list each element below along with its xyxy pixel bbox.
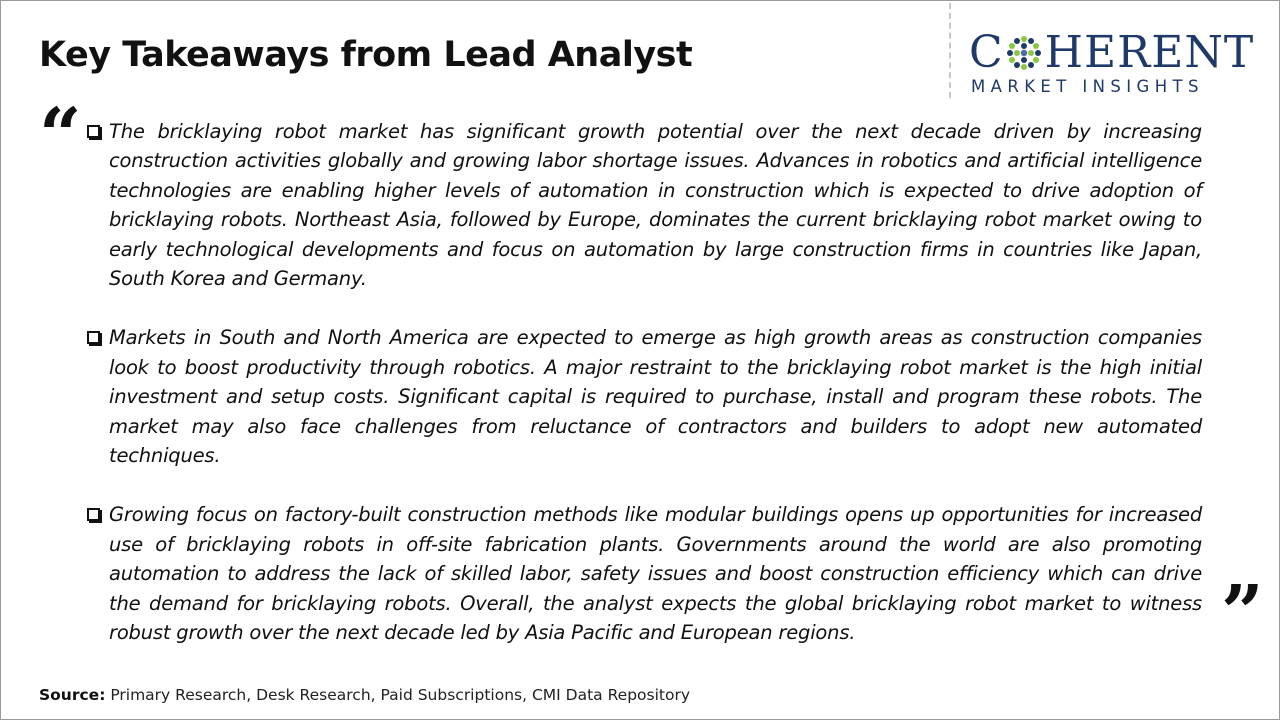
logo-orb-icon [1005, 34, 1043, 72]
takeaway-text: Markets in South and North America are expected to emerge as high growth areas as construction companies look to boost productivity through robotics. A major restraint to the bricklaying robot market is the high initial investment and setup costs. Significant capital is required to purchase, install and program these robots. The market may also face challenges from reluctance of contractors and builders to adopt new automated techniques. [109, 326, 1202, 468]
takeaway-item [85, 500, 1202, 647]
source-note [39, 686, 690, 704]
takeaway-text: Growing focus on factory-built construction methods like modular buildings opens up opportunities for increased use of bricklaying robots in off-site fabrication plants. Governments around the world are also promoting automation to address the lack of skilled labor, safety issues and boost construction efficiency which can drive the demand for bricklaying robots. Overall, the analyst expects the global bricklaying robot market to witness robust growth over the next decade led by Asia Pacific and European regions. [109, 503, 1202, 645]
logo-word-right: HERENT [1044, 27, 1255, 78]
source-text: Primary Research, Desk Research, Paid Subscriptions, CMI Data Repository [105, 686, 691, 704]
takeaway-item [85, 117, 1202, 293]
company-logo [969, 27, 1264, 96]
header-divider [949, 3, 951, 98]
logo-word-left: C [969, 27, 1004, 78]
checkbox-square-icon [87, 508, 100, 521]
logo-wordmark [969, 27, 1264, 78]
takeaway-item [85, 323, 1202, 470]
source-label: Source: [39, 686, 106, 704]
takeaway-text: The bricklaying robot market has significant growth potential over the next decade driven by increasing construction activities globally and growing labor shortage issues. Advances in robotics and artificial intelligence technologies are enabling higher levels of automation in construction which is expected to drive adoption of bricklaying robots. Northeast Asia, followed by Europe, dominates the current bricklaying robot market owing to early technological developments and focus on automation by large construction firms in countries like Japan, South Korea and Germany. [109, 120, 1202, 291]
page-title: Key Takeaways from Lead Analyst [39, 35, 693, 75]
checkbox-square-icon [87, 331, 100, 344]
logo-tagline: MARKET INSIGHTS [971, 77, 1204, 96]
close-quote-icon: ” [1221, 570, 1264, 656]
checkbox-square-icon [87, 125, 100, 138]
takeaways-list [85, 117, 1202, 648]
open-quote-icon: “ [39, 93, 82, 179]
